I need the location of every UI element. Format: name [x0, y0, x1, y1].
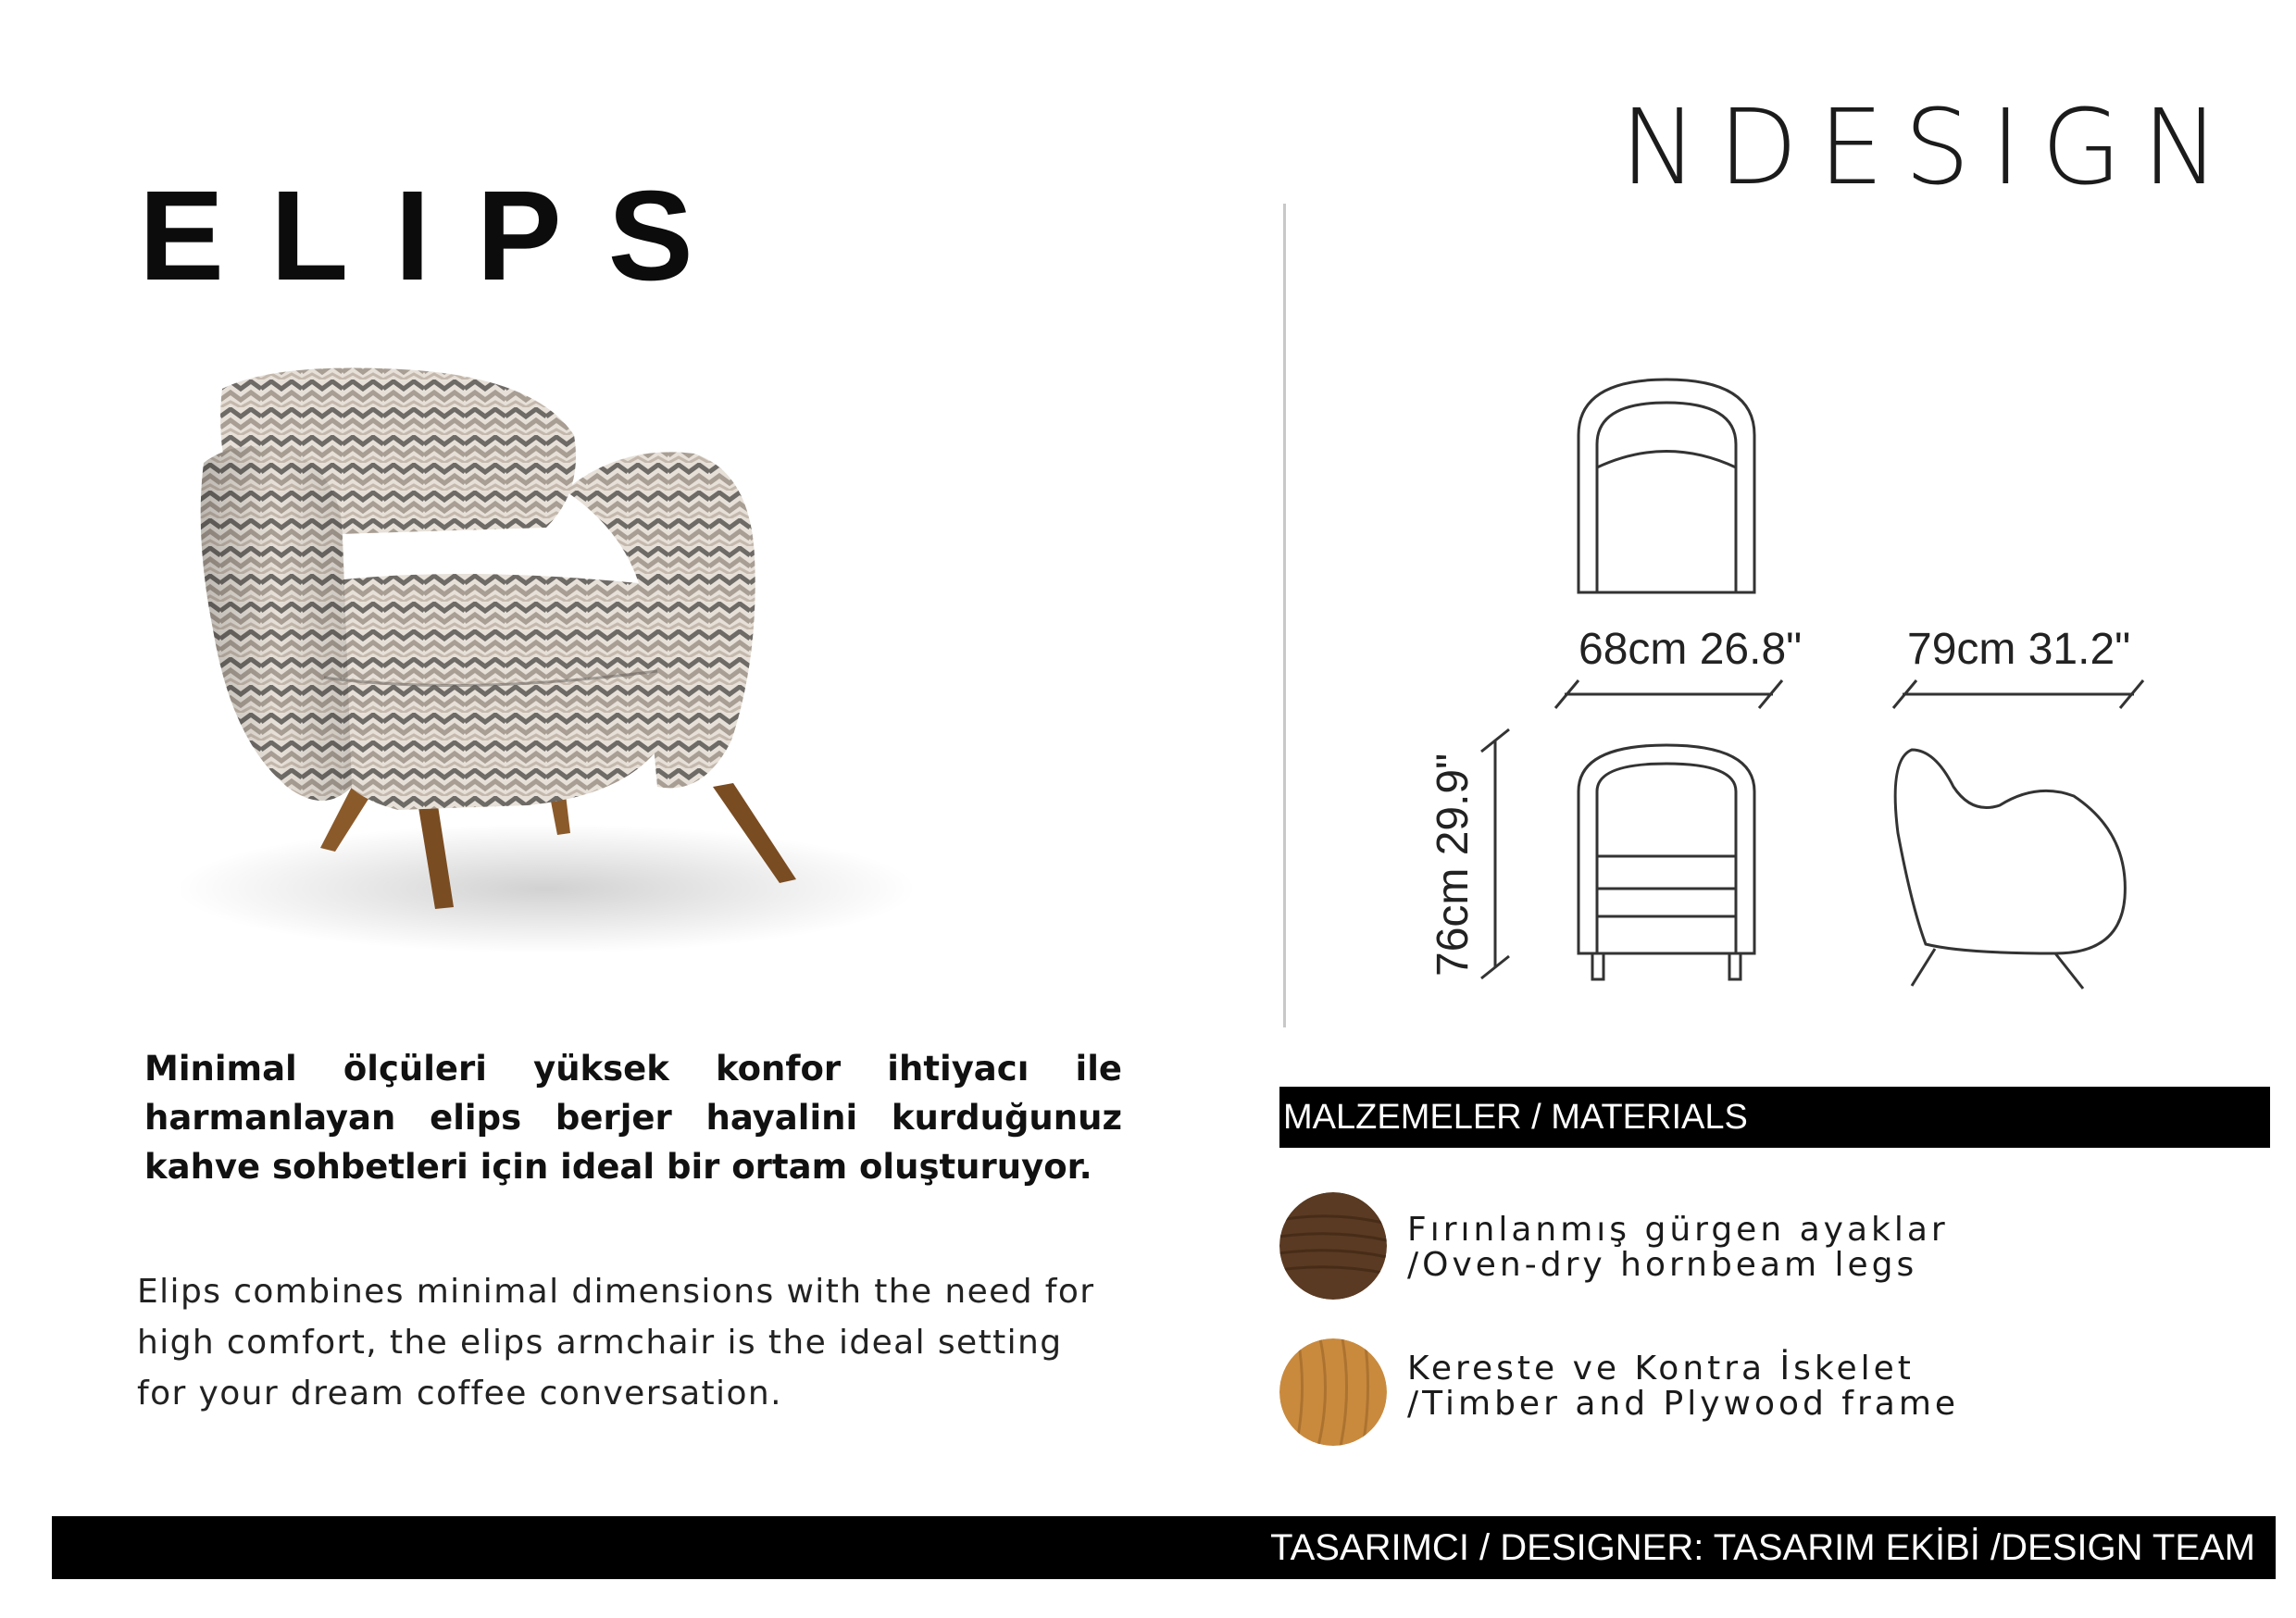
light-wood-swatch [1279, 1338, 1387, 1446]
material-item [1407, 1351, 1959, 1422]
material-name-turkish: Kereste ve Kontra İskelet [1407, 1350, 1915, 1388]
designer-footer [52, 1516, 2276, 1579]
designer-credit: TASARIMCI / DESIGNER: TASARIM EKİBİ /DESIGN TEAM [1270, 1527, 2255, 1568]
side-view-drawing [1895, 750, 2125, 989]
materials-header [1279, 1087, 2270, 1148]
brand-logo: NDESIGN [1620, 88, 2240, 208]
height-label: 76cm 29.9" [1429, 753, 1478, 977]
width-label: 68cm 26.8" [1578, 625, 1803, 674]
material-name-english: /Timber and Plywood frame [1407, 1385, 1960, 1423]
material-name-english: /Oven-dry hornbeam legs [1407, 1246, 1918, 1284]
depth-label: 79cm 31.2" [1907, 625, 2131, 674]
dimension-diagrams [1407, 352, 2166, 1000]
front-view-drawing [1578, 745, 1754, 979]
description-turkish: Minimal ölçüleri yüksek konfor ihtiyacı ile harmanlayan elips berjer hayalini kurduğunuz kahve sohbetleri için ideal bir ortam oluşturuyor. [144, 1049, 1122, 1187]
dimension-lines [1481, 680, 2143, 978]
material-item [1407, 1213, 1949, 1283]
top-view-drawing [1578, 380, 1754, 592]
dark-wood-swatch [1279, 1192, 1387, 1300]
material-name-turkish: Fırınlanmış gürgen ayaklar [1407, 1211, 1949, 1249]
product-title: ELIPS [139, 165, 740, 307]
description-english: Elips combines minimal dimensions with the need for high comfort, the elips armchair is the ideal setting for your dream coffee conversation. [137, 1273, 1095, 1413]
vertical-divider [1283, 204, 1286, 1027]
materials-header-label: MALZEMELER / MATERIALS [1283, 1098, 1748, 1137]
armchair-photo [139, 352, 972, 1037]
